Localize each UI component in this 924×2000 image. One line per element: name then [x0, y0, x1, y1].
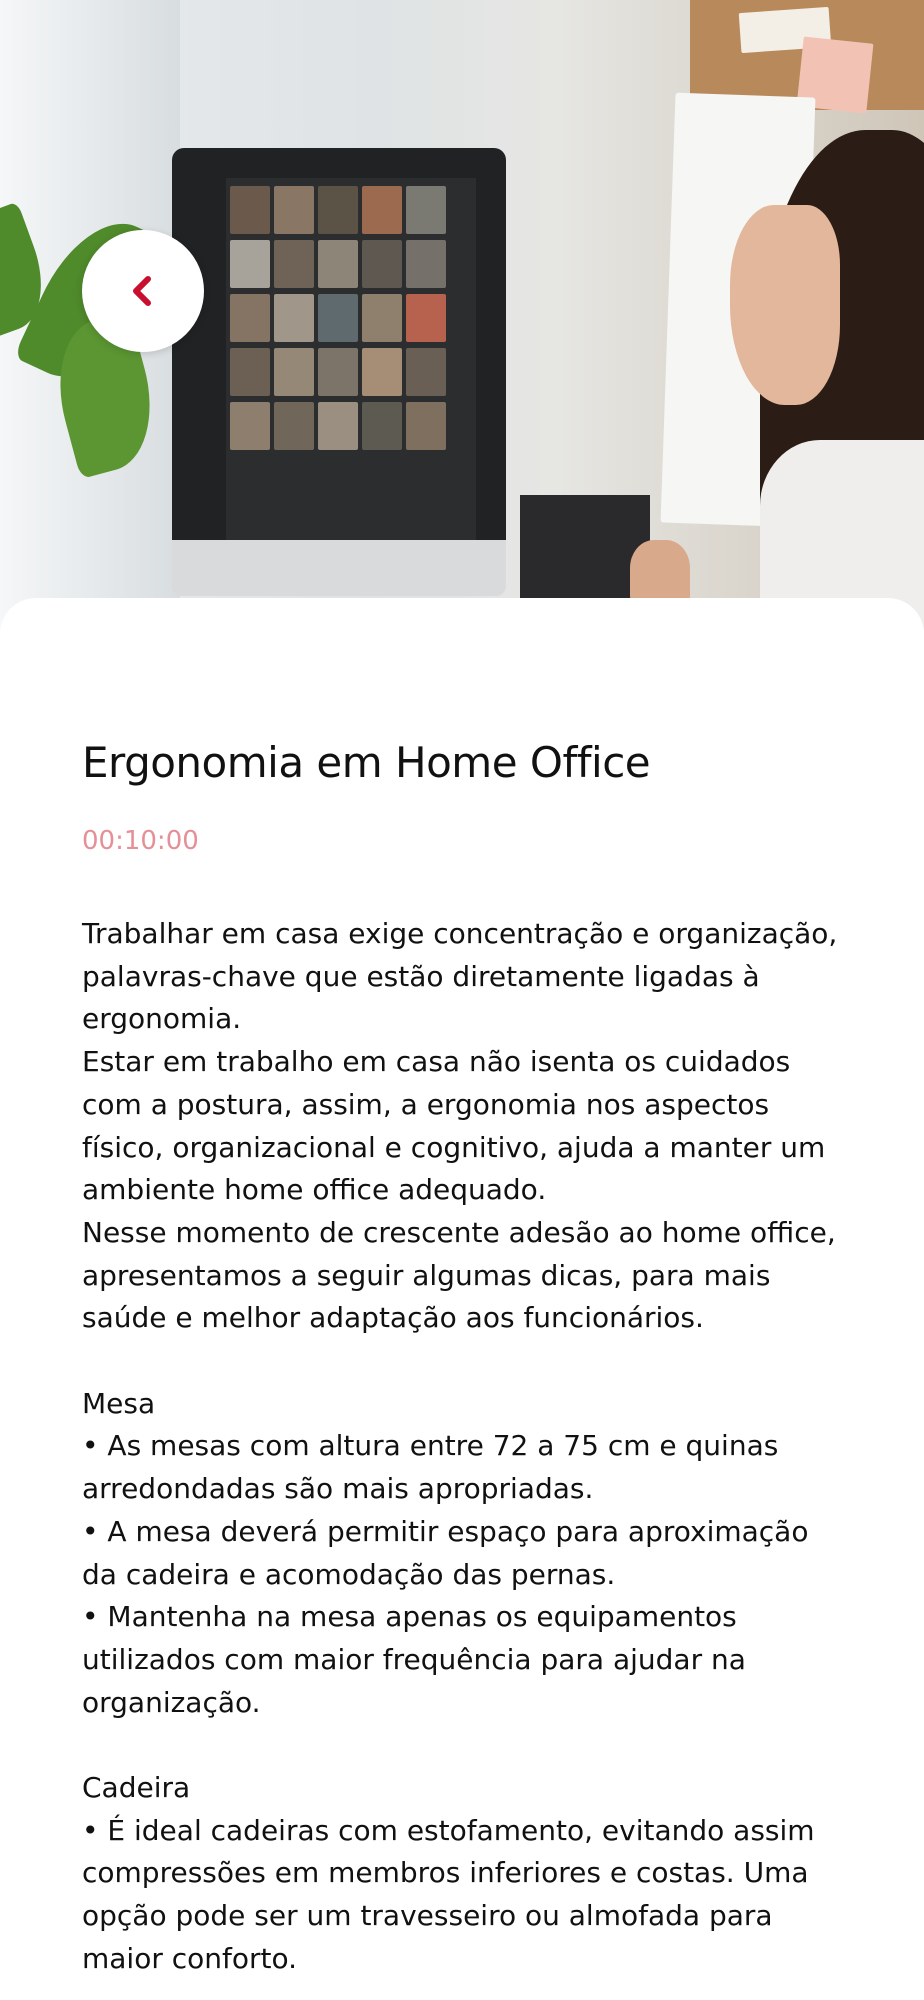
- hero-screen: [226, 178, 476, 558]
- page-title: Ergonomia em Home Office: [82, 738, 651, 787]
- hero-monitor-stand: [172, 540, 506, 596]
- section-heading-mesa: Mesa: [82, 1386, 156, 1420]
- list-item: • É ideal cadeiras com estofamento, evitando assim compressões em membros inferiores e costas. Uma opção pode ser um travesseiro ou almofada para maior conforto.: [82, 1813, 815, 1975]
- article-paragraph: Estar em trabalho em casa não isenta os cuidados com a postura, assim, a ergonomia nos aspectos físico, organizacional e cognitivo, ajuda a manter um ambiente home office adequado.: [82, 1045, 826, 1207]
- section-heading-cadeira: Cadeira: [82, 1771, 191, 1805]
- article-paragraph: Nesse momento de crescente adesão ao home office, apresentamos a seguir algumas dicas, para mais saúde e melhor adaptação aos funcionários.: [82, 1215, 836, 1335]
- article-body: [82, 913, 852, 1981]
- list-item: • A mesa deverá permitir espaço para aproximação da cadeira e acomodação das pernas.: [82, 1514, 809, 1591]
- back-button[interactable]: [82, 230, 204, 352]
- list-item: • As mesas com altura entre 72 a 75 cm e quinas arredondadas são mais apropriadas.: [82, 1429, 779, 1506]
- article-paragraph: Trabalhar em casa exige concentração e organização, palavras-chave que estão diretamente ligadas à ergonomia.: [82, 917, 838, 1036]
- list-item: • Mantenha na mesa apenas os equipamentos utilizados com maior frequência para ajudar na organização.: [82, 1600, 746, 1719]
- spacer: [82, 1724, 852, 1767]
- chevron-left-icon: [123, 271, 163, 311]
- hero-person-face: [730, 205, 840, 405]
- spacer: [82, 1340, 852, 1383]
- duration-text: 00:10:00: [82, 826, 199, 856]
- content-sheet: [0, 598, 924, 2000]
